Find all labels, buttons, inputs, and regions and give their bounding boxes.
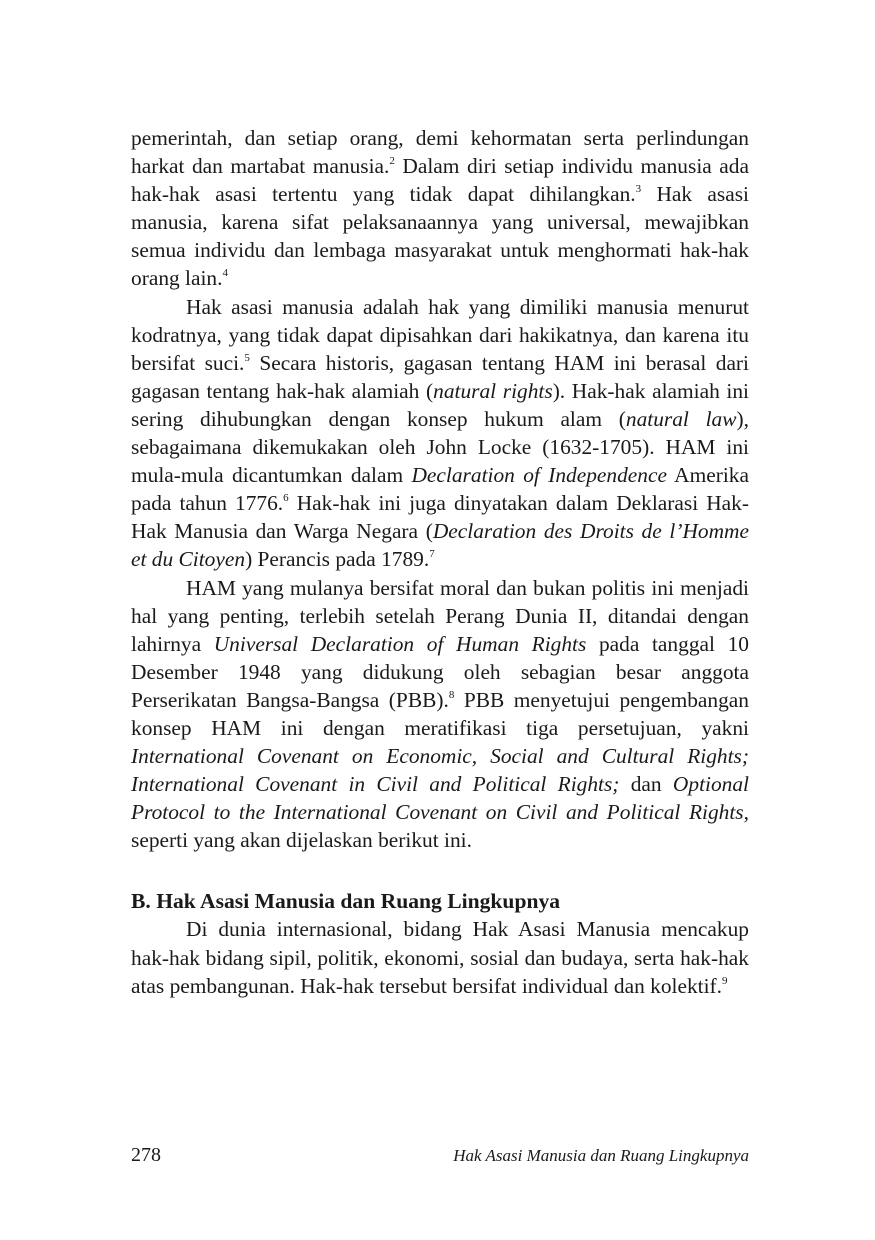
text-run: pemerintah, dan setiap orang, demi kehormatan serta perlindungan harkat dan martabat manusia. — [131, 126, 749, 179]
italic-term: Optional Protocol to the International Covenant on Civil and Political Rights — [131, 772, 749, 825]
text-run: Hak asasi manusia, karena sifat pelaksanaannya yang universal, mewajibkan semua individu dan lembaga masyarakat untuk menghormati hak-hak orang lain. — [131, 182, 749, 291]
footnote-ref-8[interactable]: 8 — [448, 688, 455, 701]
text-run: ), sebagaimana dikemukakan oleh John Locke (1632-1705). HAM ini mula-mula dicantumkan dalam — [131, 406, 749, 488]
page-body — [131, 124, 749, 1000]
paragraph-2 — [131, 293, 749, 574]
footnote-ref-7[interactable]: 7 — [429, 548, 435, 561]
italic-term: natural law — [625, 406, 737, 431]
paragraph-3 — [131, 574, 749, 855]
italic-term: Universal Declaration of Human Rights — [213, 631, 587, 656]
italic-term: natural rights — [433, 378, 553, 403]
text-run: Dalam diri setiap individu manusia ada hak-hak asasi tertentu yang tidak dapat dihilangkan. — [131, 154, 749, 207]
footnote-ref-5[interactable]: 5 — [244, 351, 250, 364]
page-number: 278 — [131, 1144, 161, 1166]
footnote-ref-4[interactable]: 4 — [222, 267, 228, 280]
text-run: Amerika pada tahun 1776. — [131, 463, 749, 516]
footnote-ref-9[interactable]: 9 — [722, 974, 728, 987]
paragraph-1 — [131, 124, 749, 293]
text-run: Secara historis, gagasan tentang HAM ini berasal dari gagasan tentang hak-hak alamiah ( — [131, 350, 750, 403]
footnote-ref-2[interactable]: 2 — [389, 155, 395, 168]
italic-term: International Covenant on Economic, Social and Cultural Rights; International Covenant in Civil and Political Rights; — [131, 744, 749, 797]
text-run: dan — [619, 772, 673, 797]
section-heading: B. Hak Asasi Manusia dan Ruang Lingkupnya — [131, 889, 561, 914]
italic-term: Declaration of Independence — [411, 463, 667, 488]
text-run: Hak asasi manusia adalah hak yang dimiliki manusia menurut kodratnya, yang tidak dapat dipisahkan dari hakikatnya, dan karena itu bersifat suci. — [131, 294, 749, 375]
text-run: Hak-hak ini juga dinyatakan dalam Deklarasi Hak-Hak Manusia dan Warga Negara ( — [131, 491, 749, 544]
footnote-ref-3[interactable]: 3 — [635, 183, 642, 196]
text-run: pada tanggal 10 Desember 1948 yang didukung oleh sebagian besar anggota Perserikatan Bangsa-Bangsa (PBB). — [131, 631, 749, 712]
text-run: Di dunia internasional, bidang Hak Asasi Manusia mencakup hak-hak bidang sipil, politik, ekonomi, sosial dan budaya, serta hak-hak atas pembangunan. Hak-hak tersebut bersifat individual dan kolektif. — [131, 917, 749, 998]
text-run: HAM yang mulanya bersifat moral dan bukan politis ini menjadi hal yang penting, terlebih setelah Perang Dunia II, ditandai dengan lahirnya — [131, 575, 749, 656]
text-run: ) Perancis pada 1789. — [245, 547, 430, 572]
running-head: Hak Asasi Manusia dan Ruang Lingkupnya — [453, 1146, 749, 1165]
text-run: PBB menyetujui pengembangan konsep HAM ini dengan meratifikasi tiga persetujuan, yakni — [131, 687, 749, 740]
footnote-ref-6[interactable]: 6 — [283, 492, 289, 505]
page-footer — [131, 1144, 749, 1167]
text-run: , seperti yang akan dijelaskan berikut ini. — [131, 800, 749, 853]
text-run: ). Hak-hak alamiah ini sering dihubungkan dengan konsep hukum alam ( — [131, 378, 749, 431]
paragraph-4 — [131, 915, 749, 999]
italic-term: Declaration des Droits de l’Homme et du Citoyen — [131, 519, 749, 572]
